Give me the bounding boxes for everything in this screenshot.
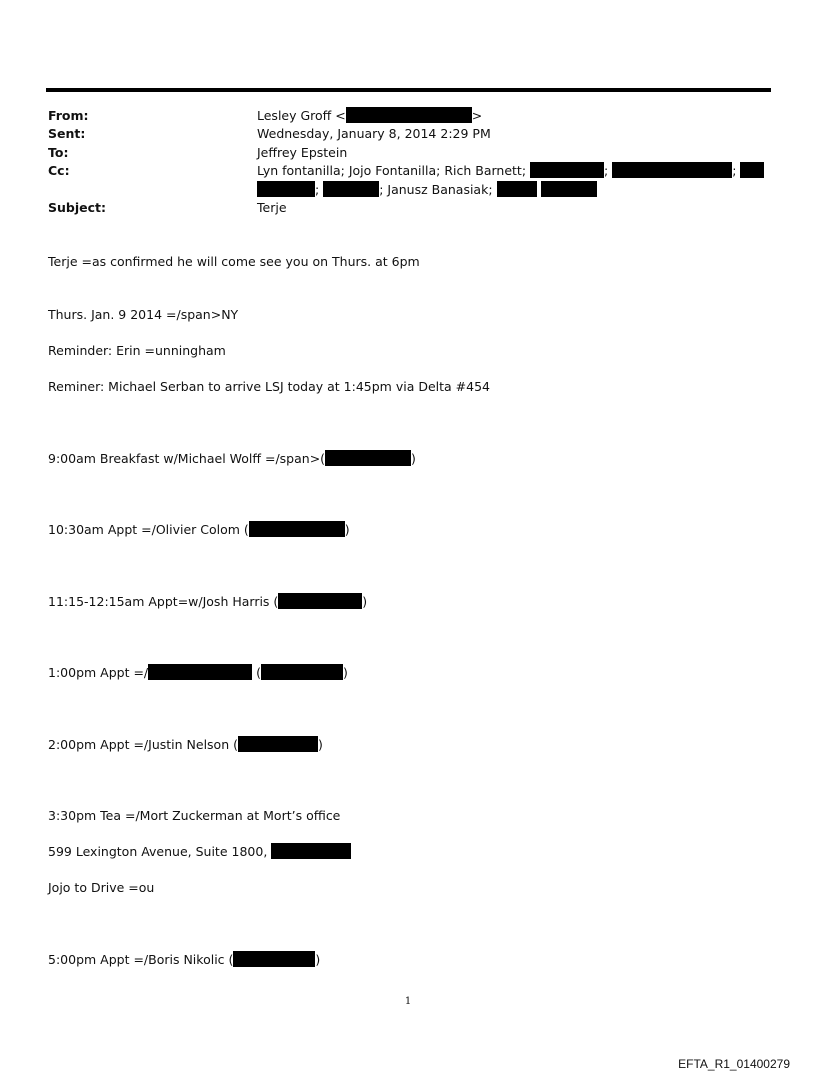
appointment-text: 9:00am Breakfast w/Michael Wolff =/span>( bbox=[48, 451, 326, 466]
appointment-text: 1:00pm Appt =/ bbox=[48, 665, 149, 680]
redaction-box bbox=[238, 736, 318, 752]
sent-label: Sent: bbox=[48, 126, 86, 141]
redaction-box bbox=[346, 107, 472, 123]
document-id: EFTA_R1_01400279 bbox=[678, 1057, 790, 1071]
appointment-line bbox=[48, 951, 320, 969]
from-close: > bbox=[471, 108, 483, 123]
appointment-text: 5:00pm Appt =/Boris Nikolic ( bbox=[48, 952, 234, 967]
redaction-box bbox=[261, 664, 343, 680]
redaction-box bbox=[271, 843, 351, 859]
close-paren: ) bbox=[343, 665, 348, 680]
appointment-line bbox=[48, 450, 416, 468]
appointment-line bbox=[48, 736, 323, 754]
appointment-line bbox=[48, 593, 367, 611]
redaction-box bbox=[257, 181, 315, 197]
close-paren: ) bbox=[411, 451, 416, 466]
sent-value: Wednesday, January 8, 2014 2:29 PM bbox=[257, 126, 491, 141]
close-paren: ) bbox=[362, 594, 368, 609]
reminder-line: Reminer: Michael Serban to arrive LSJ today at 1:45pm via Delta #454 bbox=[48, 379, 490, 394]
cc-names: Lyn fontanilla; Jojo Fontanilla; Rich Barnett; bbox=[257, 163, 527, 178]
subject-label: Subject: bbox=[48, 200, 106, 215]
appointment-line: 3:30pm Tea =/Mort Zuckerman at Mort’s office bbox=[48, 808, 341, 823]
page-number: 1 bbox=[404, 996, 412, 1007]
address-line bbox=[48, 843, 351, 861]
redaction-box bbox=[278, 593, 362, 609]
redaction-box bbox=[249, 521, 345, 537]
from-value bbox=[257, 107, 482, 125]
appointment-line bbox=[48, 664, 348, 682]
cc-separator: ; bbox=[604, 163, 609, 178]
address-text: 599 Lexington Avenue, Suite 1800, bbox=[48, 844, 268, 859]
redaction-box bbox=[323, 181, 379, 197]
appointment-text: 10:30am Appt =/Olivier Colom ( bbox=[48, 522, 249, 537]
cc-janusz: ; Janusz Banasiak; bbox=[379, 182, 493, 197]
close-paren: ) bbox=[315, 952, 321, 967]
close-paren: ) bbox=[317, 737, 323, 752]
appointment-text: 2:00pm Appt =/Justin Nelson ( bbox=[48, 737, 238, 752]
appointment-text: 11:15-12:15am Appt=w/Josh Harris ( bbox=[48, 594, 279, 609]
redaction-box bbox=[740, 162, 764, 178]
cc-label: Cc: bbox=[48, 163, 70, 178]
date-line: Thurs. Jan. 9 2014 =/span>NY bbox=[48, 307, 239, 322]
cc-value-line2 bbox=[257, 181, 597, 199]
redaction-box bbox=[541, 181, 597, 197]
driver-line: Jojo to Drive =ou bbox=[48, 880, 155, 895]
open-paren: ( bbox=[256, 665, 262, 680]
subject-value: Terje bbox=[257, 200, 287, 215]
from-name: Lesley Groff < bbox=[257, 108, 346, 123]
to-value: Jeffrey Epstein bbox=[257, 145, 348, 160]
redaction-box bbox=[612, 162, 732, 178]
intro-line: Terje =as confirmed he will come see you on Thurs. at 6pm bbox=[48, 254, 420, 269]
cc-separator: ; bbox=[732, 163, 737, 178]
redaction-box bbox=[148, 664, 252, 680]
redaction-box bbox=[497, 181, 537, 197]
redaction-box bbox=[325, 450, 411, 466]
redaction-box bbox=[233, 951, 315, 967]
cc-separator: ; bbox=[315, 182, 320, 197]
header-rule bbox=[46, 88, 771, 92]
redaction-box bbox=[530, 162, 604, 178]
from-label: From: bbox=[48, 108, 89, 123]
appointment-line bbox=[48, 521, 350, 539]
cc-value-line1 bbox=[257, 162, 764, 180]
to-label: To: bbox=[48, 145, 69, 160]
reminder-line: Reminder: Erin =unningham bbox=[48, 343, 226, 358]
close-paren: ) bbox=[344, 522, 350, 537]
